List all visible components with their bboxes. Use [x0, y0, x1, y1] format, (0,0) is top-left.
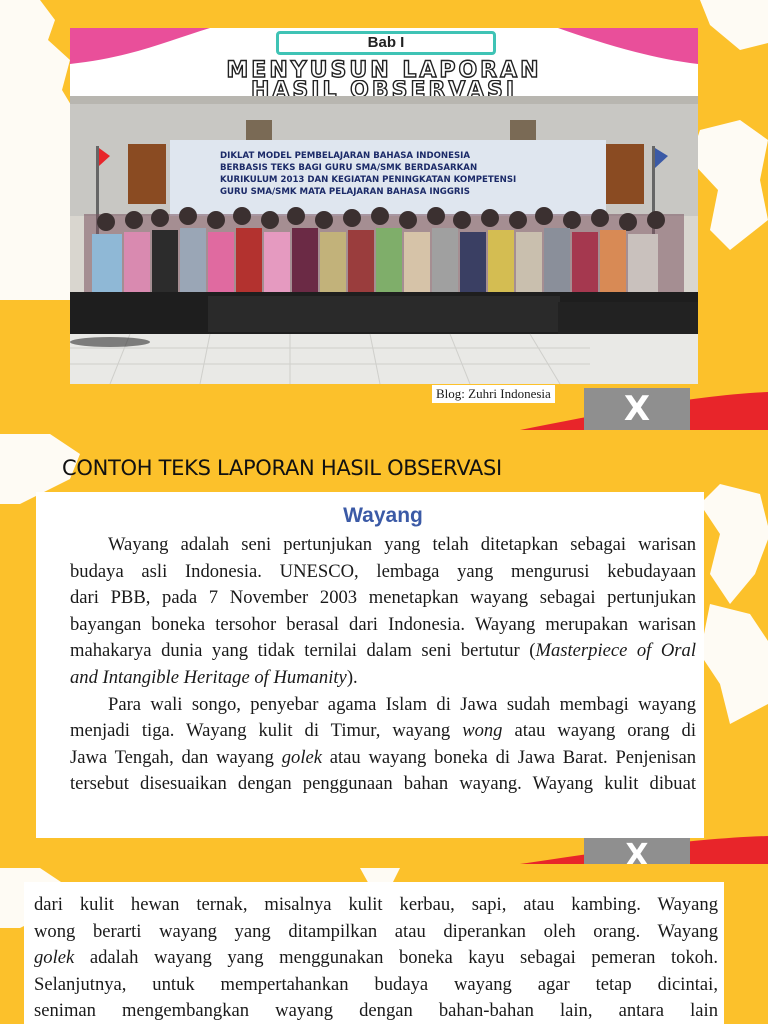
text-line: dari kulit hewan ternak, misalnya kulit kerbau, sapi, atau kambing. Wayang — [34, 894, 718, 915]
pink-wave-left — [70, 28, 210, 64]
group-photo — [70, 96, 698, 384]
text-line: budaya asli Indonesia. UNESCO, lembaga yang mengurusi kebudayaan — [70, 560, 696, 582]
text-line: bayangan boneka tersohor berasal dari Indonesia. Wayang merupakan warisan — [70, 613, 696, 635]
text-fragment: adalah wayang yang menggunakan boneka kayu sebagai pemeran tokoh. — [74, 947, 718, 969]
banner-line: BERBASIS TEKS BAGI GURU SMA/SMK BERDASARKAN — [220, 163, 478, 173]
text-fragment: Jawa Tengah, dan wayang — [70, 746, 282, 768]
text-fragment: ). — [346, 666, 358, 688]
text-line: seniman mengembangkan wayang dengan bahan-bahan lain, antara lain — [34, 1000, 718, 1022]
text-italic: golek — [281, 746, 322, 768]
text-fragment: menjadi tiga. Wayang kulit di Timur, wayang — [70, 720, 463, 742]
text-italic: wong — [462, 720, 503, 742]
text-line — [70, 638, 696, 665]
article-body-continued — [34, 892, 718, 1024]
text-line — [70, 718, 696, 745]
pink-wave-right — [558, 28, 698, 64]
text-fragment: atau wayang orang di — [502, 720, 696, 742]
main-title-line-2: HASIL OBSERVASI — [250, 80, 518, 96]
slide-1 — [0, 0, 768, 430]
text-fragment: atau wayang boneka di Jawa Barat. Penjenisan — [321, 746, 696, 768]
text-italic: and Intangible Heritage of Humanity — [70, 666, 347, 688]
slide-title: CONTOH TEKS LAPORAN HASIL OBSERVASI — [62, 456, 502, 480]
slide-2 — [0, 434, 768, 864]
text-line — [34, 945, 718, 972]
slide-3 — [0, 868, 768, 1024]
text-fragment: mahakarya dunia yang tidak ternilai dalam seni bertutur ( — [70, 640, 536, 662]
article-body — [70, 532, 696, 798]
text-line: Selanjutnya, untuk mempertahankan budaya wayang agar tetap dicintai, — [34, 973, 718, 995]
text-card — [36, 492, 704, 838]
banner-line: KURIKULUM 2013 DAN KEGIATAN PENINGKATAN KOMPETENSI — [220, 175, 517, 185]
text-line — [70, 692, 696, 719]
blog-credit: Blog: Zuhri Indonesia — [432, 385, 555, 403]
text-italic: Masterpiece of Oral — [535, 640, 696, 662]
photo-card — [70, 28, 698, 384]
text-line — [70, 532, 696, 559]
text-line — [70, 745, 696, 772]
banner-line: GURU SMA/SMK MATA PELAJARAN BAHASA INGGRIS — [220, 187, 470, 197]
text-line: dari PBB, pada 7 November 2003 menetapkan wayang sebagai pertunjukan — [70, 587, 696, 609]
text-line: wong berarti wayang yang ditampilkan atau diperankan oleh orang. Wayang — [34, 920, 718, 942]
map-island-right-shape — [690, 120, 768, 260]
text-line — [70, 665, 696, 692]
text-line-content: Wayang adalah seni pertunjukan yang telah ditetapkan sebagai warisan — [108, 534, 696, 555]
banner-line: DIKLAT MODEL PEMBELAJARAN BAHASA INDONESIA — [220, 151, 471, 161]
map-island-right-shape — [700, 484, 768, 604]
chapter-label: Bab I — [276, 31, 496, 55]
text-line: tersebut disesuaikan dengan penggunaan bahan wayang. Wayang kulit dibuat — [70, 773, 696, 795]
article-heading: Wayang — [343, 504, 423, 527]
attendees — [84, 207, 684, 296]
text-line-content: Para wali songo, penyebar agama Islam di Jawa sudah membagi wayang — [108, 693, 696, 715]
map-island-bottom-right-shape — [700, 604, 768, 724]
main-title-line-1: MENYUSUN LAPORAN — [226, 58, 542, 83]
text-italic: golek — [34, 947, 75, 969]
slide-mark-x: X — [584, 388, 690, 430]
slide-mark-x: X — [584, 838, 690, 864]
map-island-top-right-shape — [700, 0, 768, 50]
